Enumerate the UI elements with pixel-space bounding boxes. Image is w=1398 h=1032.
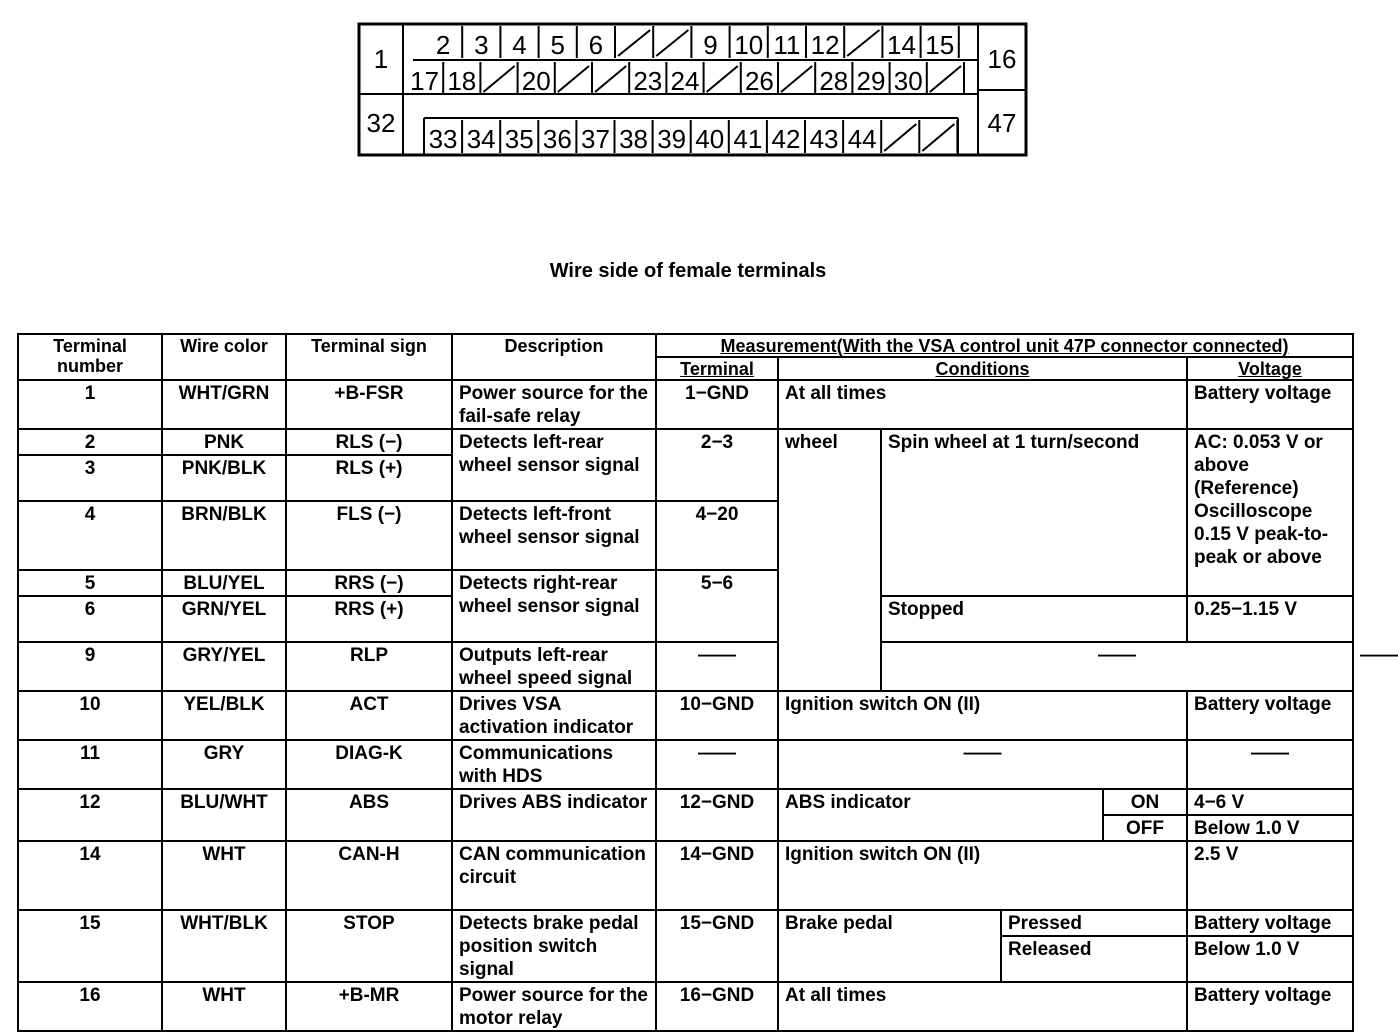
connector-empty-cavity xyxy=(922,124,954,151)
connector-cell-42: 42 xyxy=(771,124,801,154)
connector-cell-39: 39 xyxy=(657,124,687,154)
table-row xyxy=(18,841,1353,910)
connector-empty-cavity xyxy=(656,30,688,56)
voltage: 0.25−1.15 V xyxy=(1187,596,1353,642)
condition-spin: Spin wheel at 1 turn/second xyxy=(881,429,1187,596)
voltage: 2.5 V xyxy=(1187,841,1353,910)
wire-color: PNK xyxy=(162,429,286,455)
connector-cell-2: 2 xyxy=(435,30,451,60)
connector-cell-38: 38 xyxy=(619,124,649,154)
connector-cell-29: 29 xyxy=(856,66,886,96)
terminal-sign: RRS (−) xyxy=(286,570,452,596)
condition: —— xyxy=(778,740,1187,789)
table-row xyxy=(18,789,1353,815)
connector-cell-12: 12 xyxy=(810,30,840,60)
measure-terminal: 15−GND xyxy=(656,910,778,982)
connector-cell-15: 15 xyxy=(925,30,955,60)
description: Detects left-front wheel sensor signal xyxy=(452,501,656,570)
terminal-number: 3 xyxy=(18,455,162,501)
description: Drives VSA activation indicator xyxy=(452,691,656,740)
measure-terminal: —— xyxy=(656,642,778,691)
terminal-number: 1 xyxy=(18,380,162,429)
condition: Ignition switch ON (II) xyxy=(778,691,1187,740)
connector-cell-5: 5 xyxy=(550,30,565,60)
table-row xyxy=(18,429,1353,455)
connector-cell-10: 10 xyxy=(734,30,764,60)
wire-color: BLU/YEL xyxy=(162,570,286,596)
table-row xyxy=(18,982,1353,1031)
connector-cell-30: 30 xyxy=(893,66,923,96)
voltage: Battery voltage xyxy=(1187,380,1353,429)
connector-cell-6: 6 xyxy=(588,30,604,60)
voltage: Battery voltage xyxy=(1187,982,1353,1031)
description: Drives ABS indicator xyxy=(452,789,656,841)
connector-row-1 xyxy=(436,26,959,60)
connector-cell-18: 18 xyxy=(447,66,477,96)
description: Communications with HDS xyxy=(452,740,656,789)
terminal-number: 10 xyxy=(18,691,162,740)
connector-cell-23: 23 xyxy=(633,66,663,96)
connector-empty-cavity xyxy=(483,66,514,92)
wire-color: PNK/BLK xyxy=(162,455,286,501)
table-row xyxy=(18,691,1353,740)
voltage: Battery voltage xyxy=(1187,691,1353,740)
connector-row-3 xyxy=(429,120,958,154)
wire-color: GRY xyxy=(162,740,286,789)
wire-color: WHT/GRN xyxy=(162,380,286,429)
terminal-sign: RLP xyxy=(286,642,452,691)
measure-terminal: 12−GND xyxy=(656,789,778,841)
terminal-sign: +B-MR xyxy=(286,982,452,1031)
measure-terminal: 5−6 xyxy=(656,570,778,642)
terminal-number: 16 xyxy=(18,982,162,1031)
wire-color: GRN/YEL xyxy=(162,596,286,642)
connector-cell-17: 17 xyxy=(410,66,440,96)
connector-cell-34: 34 xyxy=(466,124,496,154)
measure-terminal: 1−GND xyxy=(656,380,778,429)
measure-terminal: 16−GND xyxy=(656,982,778,1031)
connector-cell-47: 47 xyxy=(987,108,1017,138)
terminal-number: 14 xyxy=(18,841,162,910)
connector-cell-26: 26 xyxy=(744,66,774,96)
connector-cell-40: 40 xyxy=(695,124,725,154)
terminal-number: 6 xyxy=(18,596,162,642)
header-measurement: Measurement(With the VSA control unit 47P connector connected) xyxy=(656,334,1353,357)
description: Power source for the fail-safe relay xyxy=(452,380,656,429)
connector-empty-cavity xyxy=(558,66,589,92)
terminal-table xyxy=(17,333,1398,1032)
voltage-on: 4−6 V xyxy=(1187,789,1353,815)
wire-color: GRY/YEL xyxy=(162,642,286,691)
voltage-off: Below 1.0 V xyxy=(1187,815,1353,841)
connector-empty-cavity xyxy=(930,66,961,92)
state-released: Released xyxy=(1001,936,1187,982)
wire-color: YEL/BLK xyxy=(162,691,286,740)
connector-cell-4: 4 xyxy=(512,30,527,60)
voltage: —— xyxy=(1187,740,1353,789)
terminal-number: 4 xyxy=(18,501,162,570)
state-pressed: Pressed xyxy=(1001,910,1187,936)
header-conditions: Conditions xyxy=(778,357,1187,380)
connector-cell-14: 14 xyxy=(887,30,916,60)
terminal-number: 12 xyxy=(18,789,162,841)
connector-empty-cavity xyxy=(847,30,879,56)
connector-empty-cavity xyxy=(618,30,650,56)
terminal-number: 5 xyxy=(18,570,162,596)
measure-terminal: —— xyxy=(656,740,778,789)
connector-cell-33: 33 xyxy=(428,124,458,154)
connector-cell-44: 44 xyxy=(847,124,877,154)
connector-cell-43: 43 xyxy=(809,124,839,154)
description: Detects right-rear wheel sensor signal xyxy=(452,570,656,642)
table-row xyxy=(18,910,1353,936)
terminal-sign: DIAG-K xyxy=(286,740,452,789)
condition: At all times xyxy=(778,380,1187,429)
terminal-sign: ACT xyxy=(286,691,452,740)
condition: At all times xyxy=(778,982,1187,1031)
caption: Wire side of female terminals xyxy=(549,260,827,282)
connector-cell-20: 20 xyxy=(521,66,551,96)
table-row: 9 GRY/YEL RLP Outputs left-rear wheel speed signal —— —— —— xyxy=(18,642,1353,691)
table-row xyxy=(18,740,1353,789)
condition: Brake pedal xyxy=(778,910,1001,982)
measure-terminal: 4−20 xyxy=(656,501,778,570)
voltage-released: Below 1.0 V xyxy=(1187,936,1353,982)
connector-cell-9: 9 xyxy=(703,30,718,60)
terminal-sign: RRS (+) xyxy=(286,596,452,642)
voltage: AC: 0.053 V or above (Reference) Oscilloscope 0.15 V peak-to-peak or above xyxy=(1187,429,1353,596)
condition: —— xyxy=(881,642,1353,691)
connector-cell-11: 11 xyxy=(773,30,801,60)
terminal-sign: CAN-H xyxy=(286,841,452,910)
header-wire-color: Wire color xyxy=(162,334,286,380)
terminal-sign: RLS (−) xyxy=(286,429,452,455)
connector-cell-41: 41 xyxy=(733,124,763,154)
connector-empty-cavity xyxy=(884,124,916,151)
terminal-sign: RLS (+) xyxy=(286,455,452,501)
connector-empty-cavity xyxy=(781,66,812,92)
terminal-sign: +B-FSR xyxy=(286,380,452,429)
connector-cell-32: 32 xyxy=(366,108,396,138)
header-description: Description xyxy=(452,334,656,380)
terminal-number: 2 xyxy=(18,429,162,455)
description: Detects brake pedal position switch signal xyxy=(452,910,656,982)
terminal-number: 15 xyxy=(18,910,162,982)
wire-color: WHT/BLK xyxy=(162,910,286,982)
wire-color: WHT xyxy=(162,841,286,910)
terminal-sign: STOP xyxy=(286,910,452,982)
condition: Ignition switch ON (II) xyxy=(778,841,1187,910)
wire-color: BLU/WHT xyxy=(162,789,286,841)
measure-terminal: 14−GND xyxy=(656,841,778,910)
description: Power source for the motor relay xyxy=(452,982,656,1031)
table-row xyxy=(18,380,1353,429)
connector-cell-1: 1 xyxy=(373,44,389,74)
condition-stopped: Stopped xyxy=(881,596,1187,642)
header-terminal-number: Terminal number xyxy=(18,334,162,380)
measure-terminal: 10−GND xyxy=(656,691,778,740)
connector-row-2 xyxy=(410,62,964,96)
description: Outputs left-rear wheel speed signal xyxy=(452,642,656,691)
measure-terminal: 2−3 xyxy=(656,429,778,501)
connector-empty-cavity xyxy=(595,66,626,92)
terminal-number: 11 xyxy=(18,740,162,789)
wire-color: BRN/BLK xyxy=(162,501,286,570)
connector-cell-35: 35 xyxy=(504,124,534,154)
connector-cell-24: 24 xyxy=(670,66,700,96)
terminal-number: 9 xyxy=(18,642,162,691)
connector-cell-36: 36 xyxy=(542,124,572,154)
description: CAN communication circuit xyxy=(452,841,656,910)
state-on: ON xyxy=(1103,789,1187,815)
voltage-pressed: Battery voltage xyxy=(1187,910,1353,936)
header-terminal: Terminal xyxy=(656,357,778,380)
connector-diagram xyxy=(358,22,1028,158)
connector-cell-37: 37 xyxy=(580,124,610,154)
header-voltage: Voltage xyxy=(1187,357,1353,380)
header-terminal-sign: Terminal sign xyxy=(286,334,452,380)
wire-color: WHT xyxy=(162,982,286,1031)
terminal-sign: FLS (−) xyxy=(286,501,452,570)
connector-cell-28: 28 xyxy=(819,66,849,96)
connector-empty-cavity xyxy=(707,66,738,92)
state-off: OFF xyxy=(1103,815,1187,841)
terminal-sign: ABS xyxy=(286,789,452,841)
condition: ABS indicator xyxy=(778,789,1103,841)
connector-cell-16: 16 xyxy=(987,44,1017,74)
connector-cell-3: 3 xyxy=(474,30,489,60)
condition-wheel: wheel xyxy=(778,429,881,691)
description: Detects left-rear wheel sensor signal xyxy=(452,429,656,501)
